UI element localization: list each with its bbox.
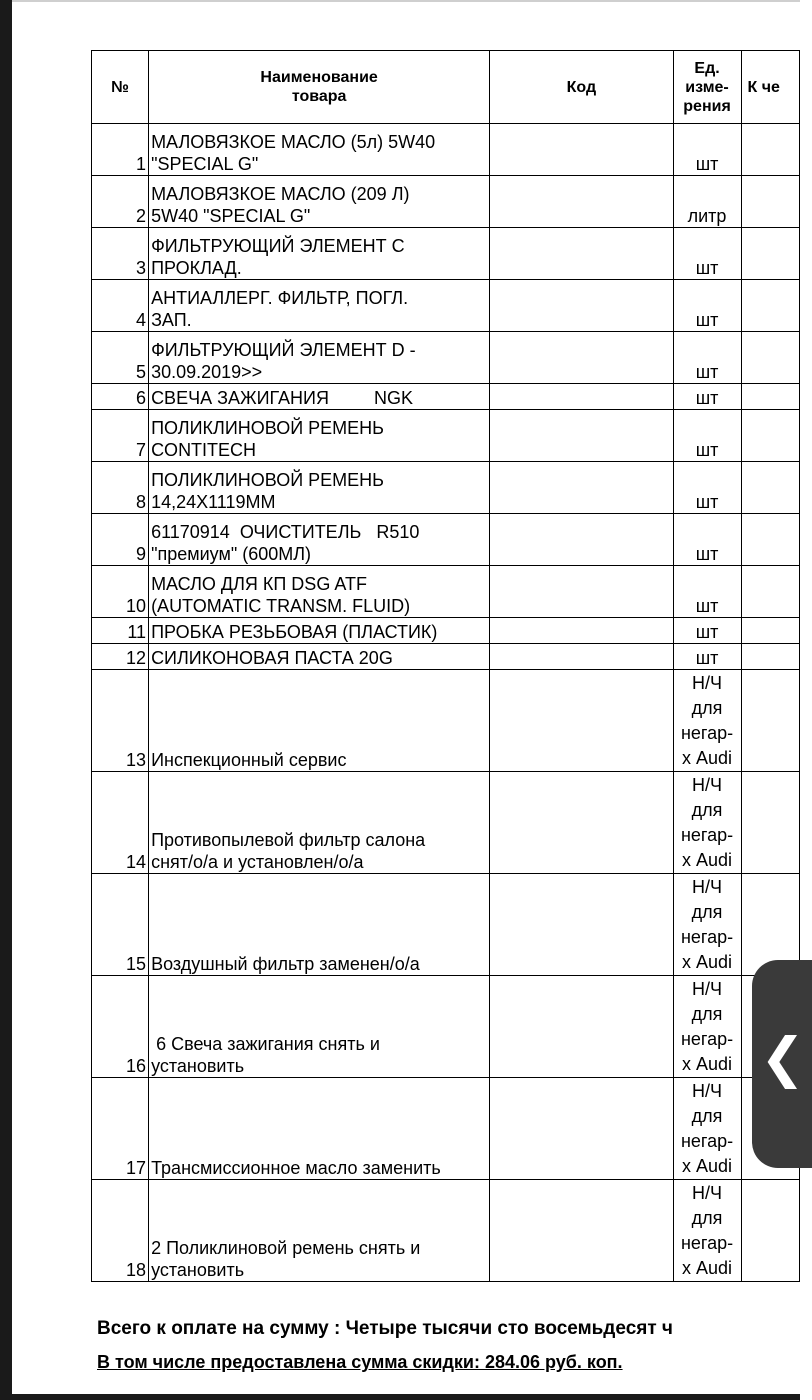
item-code xyxy=(490,332,673,384)
table-row xyxy=(92,670,800,772)
item-name: ПРОБКА РЕЗЬБОВАЯ (ПЛАСТИК) xyxy=(149,618,490,644)
item-name: АНТИАЛЛЕРГ. ФИЛЬТР, ПОГЛ. ЗАП. xyxy=(149,280,490,332)
item-unit: шт xyxy=(673,566,741,618)
item-unit: Н/Ч для негар- х Audi xyxy=(673,1180,741,1282)
item-unit: шт xyxy=(673,410,741,462)
item-name: Трансмиссионное масло заменить xyxy=(149,1078,490,1180)
item-code xyxy=(490,874,673,976)
item-quantity xyxy=(741,332,799,384)
document-page xyxy=(12,2,800,1394)
row-number: 6 xyxy=(92,384,149,410)
item-code xyxy=(490,670,673,772)
item-name: Инспекционный сервис xyxy=(149,670,490,772)
item-name: СВЕЧА ЗАЖИГАНИЯ NGK xyxy=(149,384,490,410)
item-quantity xyxy=(741,462,799,514)
item-quantity xyxy=(741,384,799,410)
item-quantity xyxy=(741,670,799,772)
header-unit: Ед. изме- рения xyxy=(673,51,741,124)
row-number: 8 xyxy=(92,462,149,514)
row-number: 5 xyxy=(92,332,149,384)
row-number: 3 xyxy=(92,228,149,280)
left-dark-edge xyxy=(0,0,12,1400)
item-unit: шт xyxy=(673,462,741,514)
item-name: 61170914 ОЧИСТИТЕЛЬ R510 "премиум" (600МЛ) xyxy=(149,514,490,566)
item-unit: шт xyxy=(673,384,741,410)
bottom-dark-edge xyxy=(0,1394,800,1400)
side-nav-tab[interactable] xyxy=(752,960,812,1168)
item-unit: шт xyxy=(673,280,741,332)
row-number: 7 xyxy=(92,410,149,462)
item-code xyxy=(490,618,673,644)
table-row xyxy=(92,976,800,1078)
table-row xyxy=(92,280,800,332)
chevron-left-icon: ❮ xyxy=(760,1028,806,1088)
item-code xyxy=(490,976,673,1078)
item-name: ПОЛИКЛИНОВОЙ РЕМЕНЬ 14,24X1119MM xyxy=(149,462,490,514)
table-row xyxy=(92,176,800,228)
row-number: 10 xyxy=(92,566,149,618)
item-unit: шт xyxy=(673,332,741,384)
item-name: Противопылевой фильтр салона снят/о/а и установлен/о/а xyxy=(149,772,490,874)
item-unit: шт xyxy=(673,228,741,280)
item-code xyxy=(490,772,673,874)
table-row xyxy=(92,1078,800,1180)
table-row xyxy=(92,228,800,280)
row-number: 4 xyxy=(92,280,149,332)
item-quantity xyxy=(741,410,799,462)
row-number: 14 xyxy=(92,772,149,874)
item-quantity xyxy=(741,566,799,618)
item-code xyxy=(490,280,673,332)
item-unit: Н/Ч для негар- х Audi xyxy=(673,976,741,1078)
table-row xyxy=(92,124,800,176)
item-quantity xyxy=(741,1180,799,1282)
row-number: 11 xyxy=(92,618,149,644)
item-name: Воздушный фильтр заменен/о/а xyxy=(149,874,490,976)
item-name: 2 Поликлиновой ремень снять и установить xyxy=(149,1180,490,1282)
item-unit: шт xyxy=(673,618,741,644)
item-code xyxy=(490,566,673,618)
item-quantity xyxy=(741,124,799,176)
discount-text: В том числе предоставлена сумма скидки: 284.06 руб. коп. xyxy=(97,1352,623,1372)
table-row xyxy=(92,618,800,644)
table-row xyxy=(92,384,800,410)
header-name: Наименование товара xyxy=(149,51,490,124)
table-row xyxy=(92,1180,800,1282)
item-name: МАЛОВЯЗКОЕ МАСЛО (5л) 5W40 "SPECIAL G" xyxy=(149,124,490,176)
item-code xyxy=(490,1078,673,1180)
row-number: 15 xyxy=(92,874,149,976)
table-row xyxy=(92,644,800,670)
table-row xyxy=(92,410,800,462)
row-number: 1 xyxy=(92,124,149,176)
item-unit: литр xyxy=(673,176,741,228)
table-row xyxy=(92,462,800,514)
item-code xyxy=(490,176,673,228)
row-number: 2 xyxy=(92,176,149,228)
item-code xyxy=(490,644,673,670)
item-code xyxy=(490,1180,673,1282)
table-row xyxy=(92,332,800,384)
item-code xyxy=(490,228,673,280)
item-code xyxy=(490,410,673,462)
table-row xyxy=(92,566,800,618)
table-row xyxy=(92,772,800,874)
item-quantity xyxy=(741,618,799,644)
item-code xyxy=(490,514,673,566)
item-unit: Н/Ч для негар- х Audi xyxy=(673,1078,741,1180)
item-quantity xyxy=(741,176,799,228)
item-name: МАЛОВЯЗКОЕ МАСЛО (209 Л) 5W40 "SPECIAL G" xyxy=(149,176,490,228)
item-unit: Н/Ч для негар- х Audi xyxy=(673,670,741,772)
total-amount-text: Всего к оплате на сумму : Четыре тысячи сто восемьдесят ч xyxy=(97,1318,673,1339)
item-name: ПОЛИКЛИНОВОЙ РЕМЕНЬ CONTITECH xyxy=(149,410,490,462)
row-number: 13 xyxy=(92,670,149,772)
table-row xyxy=(92,874,800,976)
item-quantity xyxy=(741,514,799,566)
header-number: № xyxy=(92,51,149,124)
item-code xyxy=(490,384,673,410)
item-unit: Н/Ч для негар- х Audi xyxy=(673,772,741,874)
table-header-row xyxy=(92,51,800,124)
table-row xyxy=(92,514,800,566)
row-number: 12 xyxy=(92,644,149,670)
invoice-table xyxy=(91,50,800,1282)
item-unit: шт xyxy=(673,514,741,566)
row-number: 16 xyxy=(92,976,149,1078)
item-name: МАСЛО ДЛЯ КП DSG ATF (AUTOMATIC TRANSM. FLUID) xyxy=(149,566,490,618)
item-name: ФИЛЬТРУЮЩИЙ ЭЛЕМЕНТ С ПРОКЛАД. xyxy=(149,228,490,280)
header-quantity: К че xyxy=(741,51,799,124)
item-quantity xyxy=(741,644,799,670)
row-number: 9 xyxy=(92,514,149,566)
item-name: ФИЛЬТРУЮЩИЙ ЭЛЕМЕНТ D - 30.09.2019>> xyxy=(149,332,490,384)
item-unit: шт xyxy=(673,124,741,176)
item-quantity xyxy=(741,280,799,332)
item-name: 6 Свеча зажигания снять и установить xyxy=(149,976,490,1078)
item-quantity xyxy=(741,772,799,874)
item-code xyxy=(490,462,673,514)
header-code: Код xyxy=(490,51,673,124)
item-unit: Н/Ч для негар- х Audi xyxy=(673,874,741,976)
item-name: СИЛИКОНОВАЯ ПАСТА 20G xyxy=(149,644,490,670)
item-unit: шт xyxy=(673,644,741,670)
row-number: 18 xyxy=(92,1180,149,1282)
item-quantity xyxy=(741,228,799,280)
item-code xyxy=(490,124,673,176)
row-number: 17 xyxy=(92,1078,149,1180)
